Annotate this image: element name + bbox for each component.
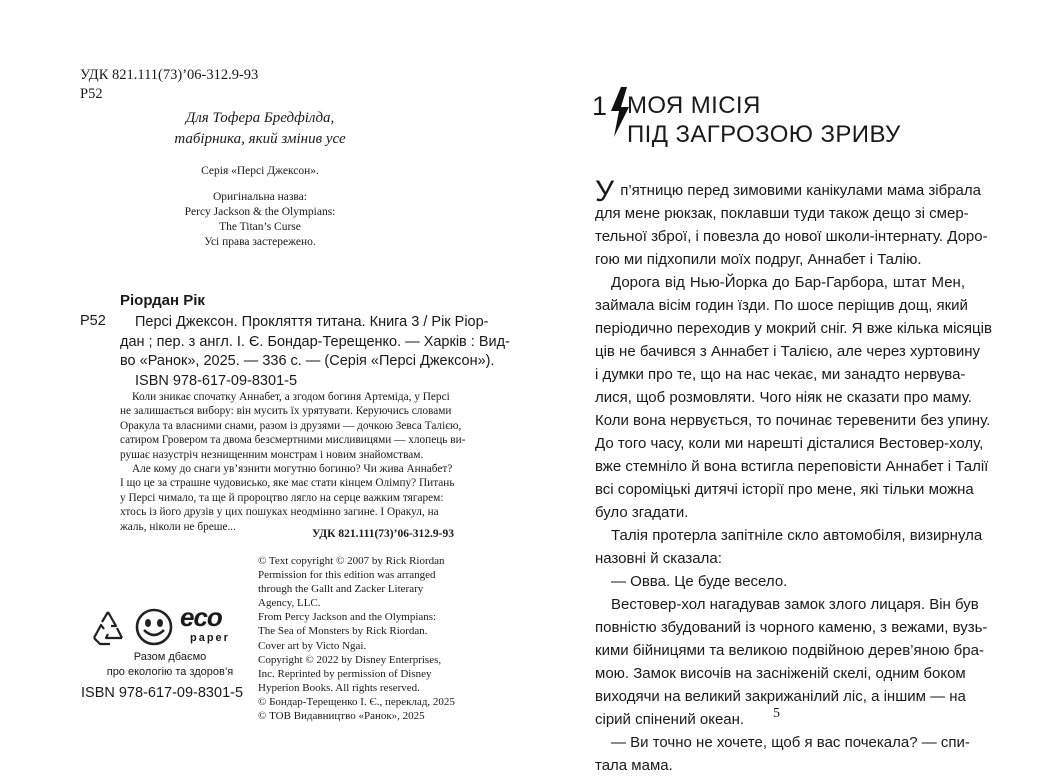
body-line: кими бійницями та великою подвійною дерев’яною бра- (595, 642, 984, 659)
body-line: До того часу, коли ми нарешті дісталися Вестовер-холу, (595, 435, 984, 452)
copyright-line: The Sea of Monsters by Rick Riordan. (258, 625, 428, 638)
body-line: мою. Замок височів на засніженій скелі, одним боком (595, 665, 966, 682)
biblio-line: дан ; пер. з англ. І. Є. Бондар-Терещенко. — Харків : Вид- (120, 333, 510, 350)
biblio-isbn: ISBN 978-617-09-8301-5 (135, 372, 298, 389)
copyright-block (258, 554, 455, 723)
paper-word: paper (190, 632, 230, 644)
eco-caption (82, 650, 258, 679)
copyright-line: Inc. Reprinted by permission of Disney (258, 667, 432, 680)
annotation-line: жаль, ніколи не бреше... (120, 520, 236, 533)
copyright-line: Permission for this edition was arranged (258, 569, 436, 582)
dedication-line: табірника, який змінив усе (174, 131, 346, 147)
body-line: назовні й сказала: (595, 550, 722, 567)
bibliographic-record (120, 313, 510, 391)
series-note: Серія «Персі Джексон». (201, 165, 319, 177)
eco-caption-line: Разом дбаємо (133, 651, 207, 663)
body-line: всі сороміцькі дитячі історії про мене, які тільки можна (595, 481, 974, 498)
dedication (0, 108, 520, 150)
chapter-title-line: МОЯ МІСІЯ (627, 92, 761, 119)
annotation-line: хтось із його друзів у цих пошуках неодмінно загине. І Оракул, на (120, 506, 439, 519)
copyright-line: Cover art by Victo Ngai. (258, 639, 367, 652)
rights-reserved: Усі права застережено. (204, 236, 316, 248)
drop-cap: У (595, 175, 615, 208)
eco-logo-row (82, 604, 257, 648)
original-title (0, 190, 520, 235)
body-line: Вестовер-хол нагадував замок злого лицаря. Він був (611, 596, 979, 613)
copyright-line: © Бондар-Терещенко І. Є., переклад, 2025 (258, 695, 455, 708)
eco-caption-line: про екологію та здоров’я (106, 665, 234, 678)
copyright-line: Copyright © 2022 by Disney Enterprises, (258, 653, 442, 666)
body-line-text: п’ятницю перед зимовими канікулами мама зібрала (616, 182, 981, 199)
annotation-line: Оракула та власними снами, разом із друзями — дочкою Зевса Талією, (120, 419, 462, 432)
isbn: ISBN 978-617-09-8301-5 (81, 685, 244, 701)
classification-code: Р52 (80, 313, 106, 329)
udk-header (80, 66, 258, 104)
copyright-line: Agency, LLC. (258, 597, 321, 610)
recycle-icon (86, 606, 130, 650)
body-line: і думки про те, що на нас чекає, ми занадто нервува- (595, 366, 966, 383)
annotation-line: Але кому до снаги ув’язнити могутню богиню? Чи жива Аннабет? (132, 463, 453, 476)
page-number: 5 (773, 706, 780, 721)
copyright-line: From Percy Jackson and the Olympians: (258, 611, 437, 624)
chapter-body (595, 175, 992, 777)
annotation-line: не залишається вибору: він мусить їх урятувати. Керуючись словами (120, 405, 452, 418)
body-line: тельної зброї, і повезла до нової школи-інтернату. Доро- (595, 228, 988, 245)
body-line: Талія протерла запітніле скло автомобіля, визирнула (611, 527, 983, 544)
biblio-line: во «Ранок», 2025. — 336 с. — (Серія «Персі Джексон»). (120, 353, 495, 369)
annotation-line: у Персі чимало, та ще й пророцтво лягло на серце важким тягарем: (120, 491, 444, 504)
author-name: Ріордан Рік (120, 292, 205, 309)
original-title-line: Оригінальна назва: (213, 191, 307, 203)
chapter-title-line: ПІД ЗАГРОЗОЮ ЗРИВУ (627, 121, 901, 148)
copyright-line: © Text copyright © 2007 by Rick Riordan (258, 555, 445, 567)
body-line: вже стемніло й вона встигла переповісти Аннабет і Талії (595, 458, 989, 475)
body-line: Дорога від Нью-Йорка до Бар-Гарбора, штат Мен, (611, 274, 965, 291)
body-line: лися, щоб розмовляти. Чого ніяк не сказати про маму. (595, 389, 972, 406)
eco-word: eco (180, 602, 222, 632)
body-line (595, 175, 981, 208)
udk-bottom: УДК 821.111(73)’06-312.9-93 (311, 528, 454, 540)
body-line: — Ви точно не хочете, щоб я вас почекала? — спи- (611, 734, 970, 751)
annotation-line: І що це за страшне чудовисько, яке має стати кінцем Олімпу? Питань (120, 477, 455, 490)
annotation-line: сатиром Гровером та двома безсмертними мисливицями — хлопець ви- (120, 434, 466, 447)
body-line: для мене рюкзак, поклавши туди також дещо зі смер- (595, 205, 969, 222)
author-sign-code: Р52 (80, 86, 103, 102)
annotation (120, 390, 465, 534)
udk-code: УДК 821.111(73)’06-312.9-93 (80, 67, 259, 83)
original-title-line: Percy Jackson & the Olympians: (184, 206, 336, 218)
smiley-icon (134, 607, 174, 647)
body-line: повністю збудований із чорного каменю, з вежами, вузь- (595, 619, 988, 636)
biblio-line: Персі Джексон. Прокляття титана. Книга 3 / Рік Ріор- (135, 314, 489, 330)
body-line: ців не бачився з Аннабет і Талією, але через хуртовину (595, 343, 980, 360)
body-line: періодично переходив у мокрий сніг. Я вже кілька місяців (595, 320, 992, 337)
eco-paper-logo (180, 602, 230, 644)
body-line: тала мама. (595, 757, 673, 774)
copyright-line: through the Gallt and Zacker Literary (258, 583, 424, 596)
annotation-line: рушає назустріч незнищенним монстрам і новим знайомствам. (120, 448, 424, 461)
copyright-line: © ТОВ Видавництво «Ранок», 2025 (258, 710, 425, 723)
chapter-number: 1 (592, 91, 608, 121)
original-title-line: The Titan’s Curse (219, 221, 301, 233)
dedication-line: Для Тофера Бредфілда, (185, 110, 335, 126)
body-line: сірий спінений океан. (595, 711, 745, 728)
body-line: займала вісім годин їзди. По шосе періщив дощ, який (595, 297, 968, 314)
copyright-line: Hyperion Books. All rights reserved. (258, 681, 420, 694)
body-line: гою ми підхопили моїх подруг, Аннабет і Талію. (595, 251, 922, 268)
body-line: було згадати. (595, 504, 689, 521)
body-line: — Овва. Це буде весело. (611, 573, 788, 590)
annotation-line: Коли зникає спочатку Аннабет, а згодом богиня Артеміда, у Персі (132, 391, 450, 403)
body-line: Коли вона нервується, то починає теревенити без упину. (595, 412, 991, 429)
body-line: виходячи на великий закрижанілий ліс, а іншим — на (595, 688, 966, 705)
chapter-title (627, 91, 901, 149)
